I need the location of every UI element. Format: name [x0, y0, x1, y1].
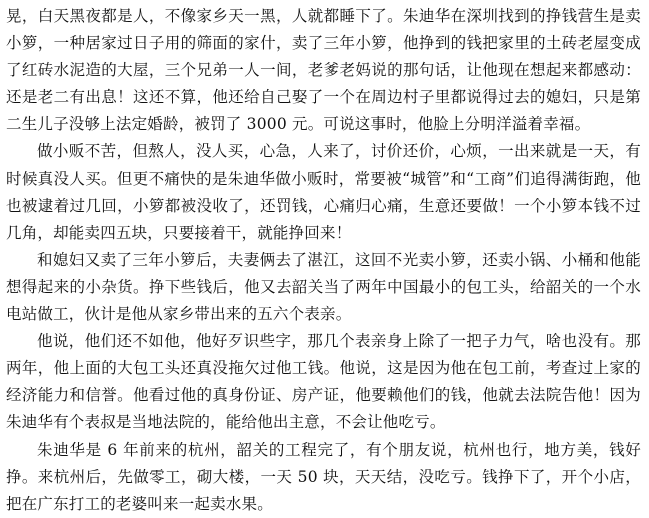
paragraph-3: 和媳妇又卖了三年小箩后，夫妻俩去了湛江，这回不光卖小箩，还卖小锅、小桶和他能想得起来的小杂货。挣下些钱后，他又去韶关当了两年中国最小的包工头，给韶关的一个水电站做工，伙计是他从家乡带出来的五六个表亲。 — [6, 250, 641, 324]
paragraph-2: 做小贩不苦，但熬人，没人买，心急，人来了，讨价还价，心烦，一出来就是一天，有时候真没人买。但更不痛快的是朱迪华做小贩时，常要被“城管”和“工商”们追得满街跑，他也被逮着过几回，小箩都被没收了，还罚钱，心痛归心痛，生意还要做！一个小箩本钱不过几角，却能卖四五块，只要接着干，就能挣回来！ — [6, 142, 641, 242]
paragraph-4: 他说，他们还不如他，他好歹识些字，那几个表亲身上除了一把子力气，啥也没有。那两年，他上面的大包工头还真没拖欠过他工钱。他说，这是因为他在包工前，考查过上家的经济能力和信誉。他看过他的真身份证、房产证，他要赖他们的钱，他就去法院告他！因为朱迪华有个表叔是当地法院的，能给他出主意，不会让他吃亏。 — [6, 332, 641, 432]
paragraph-1: 晃，白天黑夜都是人，不像家乡天一黑，人就都睡下了。朱迪华在深圳找到的挣钱营生是卖小箩，一种居家过日子用的筛面的家什，卖了三年小箩，他挣到的钱把家里的土砖老屋变成了红砖水泥造的大屋，三个兄弟一人一间，老爹老妈说的那句话，让他现在想起来都感动：还是老二有出息！这还不算，他还给自己娶了一个在周边村子里都说得过去的媳妇，只是第二生儿子没够上法定婚龄，被罚了 3000 元。可说这事时，他脸上分明洋溢着幸福。 — [6, 7, 641, 134]
paragraph-5: 朱迪华是 6 年前来的杭州，韶关的工程完了，有个朋友说，杭州也行，地方美，钱好挣。来杭州后，先做零工，砌大楼，一天 50 块，天天结，没吃亏。钱挣下了，开个小店，把在广东打工的老婆叫来一起卖水果。 — [6, 440, 641, 513]
